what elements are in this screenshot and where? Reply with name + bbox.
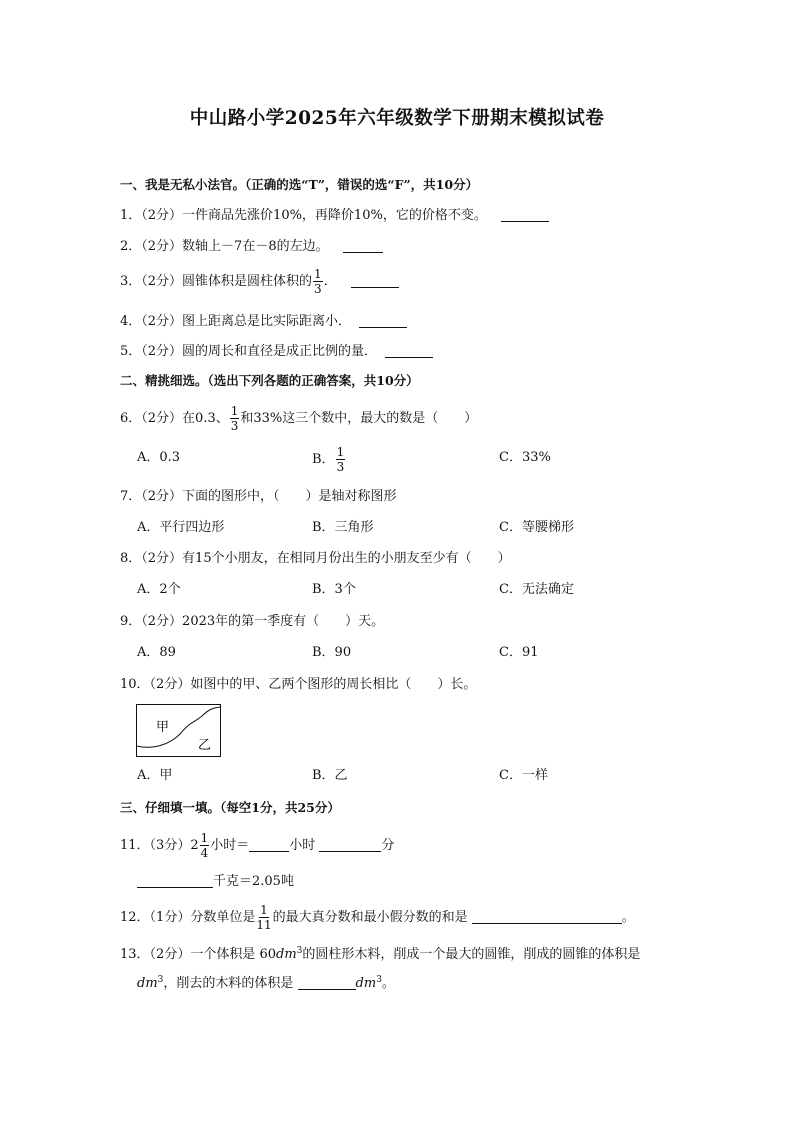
q8-option-c[interactable]: C．无法确定 [499, 582, 574, 597]
question-1-text: 1．（2分）一件商品先涨价10%，再降价10%，它的价格不变。 [120, 208, 487, 223]
fraction-denominator: 3 [314, 282, 322, 296]
q10-option-b[interactable]: B．乙 [312, 768, 348, 783]
question-12-end: 。 [621, 910, 635, 925]
fraction [336, 446, 346, 473]
question-12-text: 12．（1分）分数单位是 [120, 910, 256, 925]
q7-option-c[interactable]: C．等腰梯形 [499, 520, 574, 535]
unit-exponent: 3 [296, 946, 303, 956]
unit-dm: dm [355, 976, 377, 991]
answer-blank-11b[interactable] [319, 837, 381, 852]
question-13-text: 13．（2分）一个体积是 60 [120, 947, 276, 962]
unit-dm: dm [137, 976, 158, 991]
q9-option-b[interactable]: B．90 [312, 645, 352, 660]
fraction-numerator: 1 [260, 903, 268, 917]
question-4-text: 4．（2分）图上距离总是比实际距离小． [120, 314, 352, 329]
fraction-numerator: 1 [230, 404, 239, 418]
page-title: 中山路小学2025年六年级数学下册期末模拟试卷 [189, 108, 605, 129]
question-6-text: 6．（2分）在0.3、 [120, 411, 229, 426]
question-12 [120, 904, 635, 931]
q10-option-c[interactable]: C．一样 [499, 768, 548, 783]
fraction [200, 832, 210, 859]
question-13-line-2 [137, 974, 395, 994]
unit-exponent: 3 [157, 975, 164, 985]
q7-option-b[interactable]: B．三角形 [312, 520, 374, 535]
answer-blank-1[interactable] [501, 207, 549, 222]
question-11-suffix: 分 [381, 838, 395, 853]
question-11-text: 11．（3分）2 [120, 838, 199, 853]
figure-label-yi: 乙 [198, 738, 212, 753]
question-6 [120, 405, 477, 432]
q7-option-a[interactable]: A．平行四边形 [137, 520, 225, 535]
fraction [313, 268, 323, 295]
fraction-numerator: 1 [200, 831, 209, 845]
unit-exponent: 3 [376, 975, 382, 985]
section-1-heading: 一、我是无私小法官。（正确的选“T”，错误的选“F”，共10分） [120, 177, 479, 192]
figure-label-jia: 甲 [156, 720, 170, 735]
q6-option-a[interactable]: A．0.3 [137, 450, 181, 465]
fraction-denominator: 4 [200, 846, 209, 860]
answer-blank-13b[interactable] [298, 975, 356, 990]
fraction-denominator: 3 [336, 460, 345, 474]
fraction [256, 904, 271, 931]
q9-option-c[interactable]: C．91 [499, 645, 539, 660]
fraction-numerator: 1 [336, 445, 345, 459]
question-7: 7．（2分）下面的图形中，（ ）是轴对称图形 [120, 489, 397, 504]
question-3-suffix: ． [323, 274, 337, 289]
question-6-suffix: 和33%这三个数中，最大的数是（ ） [240, 411, 478, 426]
q10-option-a[interactable]: A．甲 [137, 768, 173, 783]
question-11-mid-1: 小时＝ [210, 838, 250, 853]
fraction [230, 405, 240, 432]
question-8: 8．（2分）有15个小朋友，在相同月份出生的小朋友至少有（ ） [120, 551, 511, 566]
question-13 [120, 945, 640, 965]
question-2 [120, 237, 383, 257]
question-2-text: 2．（2分）数轴上－7在－8的左边。 [120, 239, 329, 254]
question-10: 10．（2分）如图中的甲、乙两个图形的周长相比（ ）长。 [120, 677, 477, 692]
question-13-end: 。 [381, 976, 395, 991]
answer-blank-5[interactable] [385, 343, 433, 358]
question-5-text: 5．（2分）圆的周长和直径是成正比例的量． [120, 344, 378, 359]
fraction-denominator: 11 [256, 918, 272, 932]
q6-option-b[interactable] [312, 446, 346, 473]
q9-option-a[interactable]: A．89 [137, 645, 176, 660]
fraction-numerator: 1 [314, 267, 322, 281]
unit-dm: dm [276, 947, 297, 962]
perimeter-figure [136, 704, 222, 758]
question-3-text: 3．（2分）圆锥体积是圆柱体积的 [120, 274, 313, 289]
question-12-suffix: 的最大真分数和最小假分数的和是 [272, 910, 472, 925]
answer-blank-4[interactable] [359, 313, 407, 328]
fraction-denominator: 3 [230, 419, 239, 433]
question-11-line-2 [137, 872, 294, 892]
q8-option-a[interactable]: A．2个 [137, 582, 181, 597]
section-3-heading: 三、仔细填一填。（每空1分，共25分） [120, 800, 340, 815]
question-3 [120, 268, 399, 295]
question-5 [120, 342, 433, 362]
answer-blank-2[interactable] [343, 238, 383, 253]
question-13-line-2-text: ，削去的木料的体积是 [163, 976, 298, 991]
q8-option-b[interactable]: B．3个 [312, 582, 356, 597]
question-11-line-2-text: 千克＝2.05吨 [213, 874, 294, 889]
question-9: 9．（2分）2023年的第一季度有（ ）天。 [120, 614, 385, 629]
q6-option-c[interactable]: C．33% [499, 450, 551, 465]
answer-blank-11a[interactable] [249, 837, 289, 852]
question-11 [120, 832, 394, 859]
question-1 [120, 206, 549, 226]
option-b-letter: B． [312, 452, 335, 467]
section-2-heading: 二、精挑细选。（选出下列各题的正确答案，共10分） [120, 373, 419, 388]
answer-blank-3[interactable] [351, 273, 399, 288]
question-4 [120, 312, 407, 332]
answer-blank-12[interactable] [472, 909, 622, 924]
answer-blank-11c[interactable] [137, 873, 213, 888]
question-13-suffix: 的圆柱形木料，削成一个最大的圆锥，削成的圆锥的体积是 [302, 947, 641, 962]
question-11-mid-2: 小时 [289, 838, 320, 853]
